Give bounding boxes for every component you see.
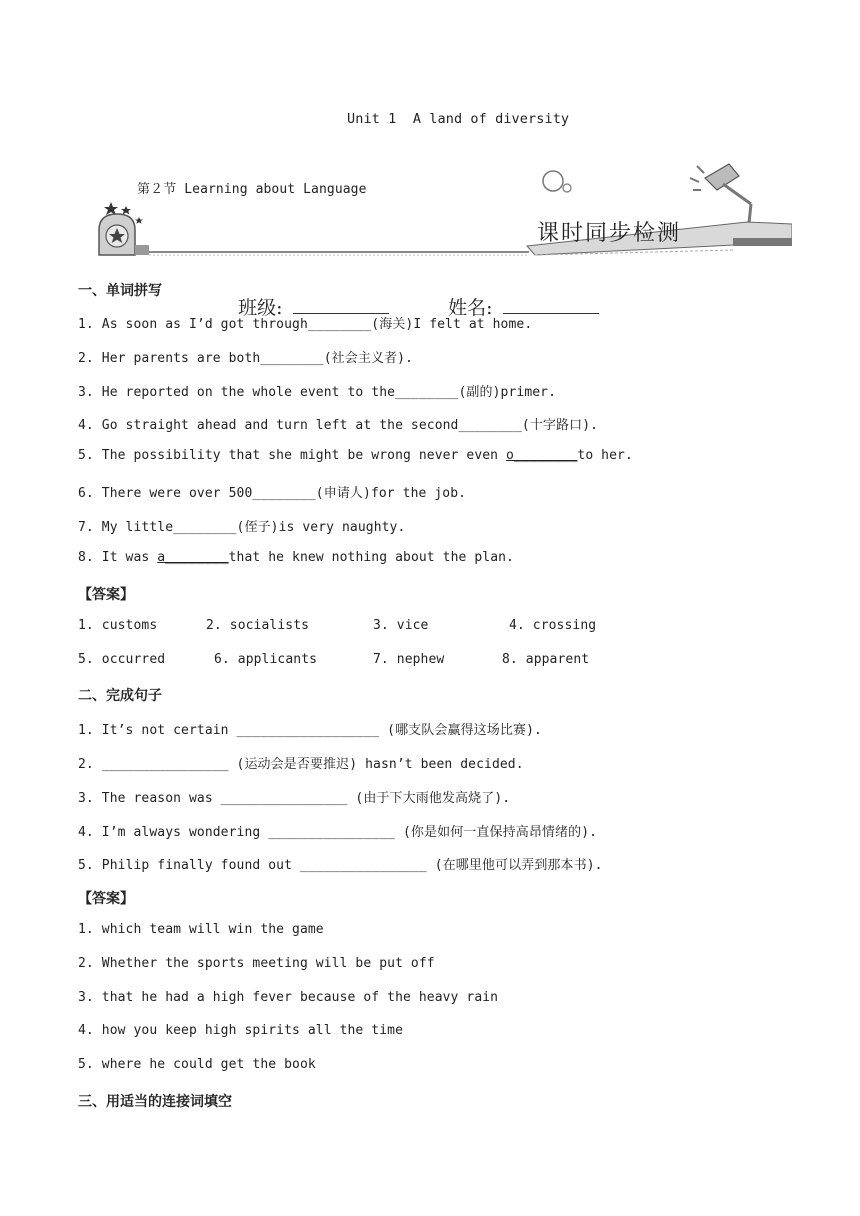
part1-question-4: 4. Go straight ahead and turn left at the second________(十字路口). [78,418,599,433]
part1-answer: 5. occurred [78,652,166,667]
part1-question-5 [78,448,633,463]
part1-question-8 [78,550,514,565]
class-input-line[interactable] [293,299,389,314]
blank-hint: o________ [506,448,578,463]
part1-answer: 4. crossing [509,618,597,633]
question-tail: that he knew nothing about the plan. [228,550,514,565]
part1-answer: 6. applicants [214,652,318,667]
star-icon [135,217,143,224]
class-label: 班级: [238,297,283,319]
part1-question-6: 6. There were over 500________(申请人)for the job. [78,486,467,501]
part2-heading: 二、完成句子 [78,688,162,704]
part2-answer-3: 3. that he had a high fever because of the heavy rain [78,990,499,1005]
part1-question-7: 7. My little________(侄子)is very naughty. [78,520,406,535]
banner-graphic [95,160,792,260]
part2-question-2: 2. ________________ (运动会是否要推迟) hasn’t been decided. [78,757,524,772]
name-label: 姓名: [448,297,493,319]
part2-question-3: 3. The reason was ________________ (由于下大雨他发高烧了). [78,791,511,806]
part2-question-4: 4. I’m always wondering ________________ (你是如何一直保持高昂情绪的). [78,825,598,840]
banner-title: 课时同步检测 [537,221,682,246]
question-text: 8. It was [78,550,158,565]
question-tail: to her. [577,448,633,463]
part1-question-1: 1. As soon as I’d got through________(海关)I felt at home. [78,317,533,332]
star-icon [104,202,118,215]
section-banner [95,160,792,260]
page-title: Unit 1 A land of diversity [347,111,570,127]
part2-answer-1: 1. which team will win the game [78,922,324,937]
part2-answer-5: 5. where he could get the book [78,1057,316,1072]
section-title: 第２节 Learning about Language [137,182,367,197]
part2-question-5: 5. Philip finally found out ________________ (在哪里他可以弄到那本书). [78,858,603,873]
part2-answer-2: 2. Whether the sports meeting will be put off [78,956,435,971]
part2-answer-4: 4. how you keep high spirits all the time [78,1023,403,1038]
star-icon [121,206,131,215]
lamp-icon [705,164,739,190]
part3-heading: 三、用适当的连接词填空 [78,1094,232,1110]
blank-hint: a________ [157,550,229,565]
question-text: 5. The possibility that she might be wrong never even [78,448,507,463]
part1-question-2: 2. Her parents are both________(社会主义者). [78,351,414,366]
part2-answer-label: 【答案】 [78,891,134,907]
part1-answer: 8. apparent [502,652,590,667]
part1-answer: 2. socialists [206,618,310,633]
part1-answer: 7. nephew [373,652,445,667]
part1-answer: 1. customs [78,618,158,633]
part2-question-1: 1. It’s not certain __________________ (哪支队会赢得这场比赛). [78,723,542,738]
part1-heading: 一、单词拼写 [78,283,162,299]
part1-question-3: 3. He reported on the whole event to the________(副的)primer. [78,385,557,400]
part1-answer: 3. vice [373,618,429,633]
part1-answer-label: 【答案】 [78,587,134,603]
name-input-line[interactable] [503,299,599,314]
